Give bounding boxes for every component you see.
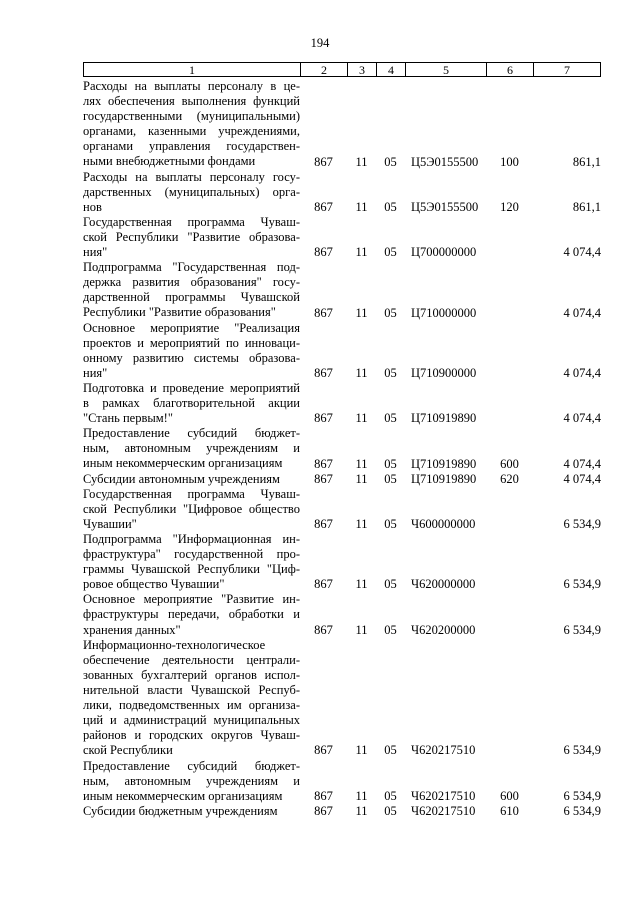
table-row [0, 426, 640, 471]
amount: 4 074,4 [563, 471, 601, 486]
ministry-code: 867 [314, 577, 333, 592]
expense-type-code: 610 [500, 803, 519, 818]
ministry-code: 867 [314, 245, 333, 260]
amount: 6 534,9 [563, 622, 601, 637]
description-line: лях обеспечения выполнения функций [83, 94, 300, 109]
amount: 4 074,4 [563, 305, 601, 320]
amount: 6 534,9 [563, 803, 601, 818]
row-description [83, 381, 300, 426]
row-description [83, 532, 300, 592]
ministry-code: 867 [314, 365, 333, 380]
section-code: 11 [355, 788, 368, 803]
row-description [83, 79, 300, 170]
table-row [0, 804, 640, 819]
section-code: 11 [355, 154, 368, 169]
description-line: ным, автономным учреждениям и [83, 441, 300, 456]
header-col-ministry: 2 [300, 62, 347, 77]
amount: 4 074,4 [563, 365, 601, 380]
section-code: 11 [355, 199, 368, 214]
ministry-code: 867 [314, 154, 333, 169]
expense-type-code: 120 [500, 199, 519, 214]
section-code: 11 [355, 456, 368, 471]
row-description [83, 472, 300, 487]
row-description [83, 759, 300, 804]
expense-type-code: 600 [500, 788, 519, 803]
table-row [0, 170, 640, 215]
amount: 6 534,9 [563, 743, 601, 758]
description-line: Подпрограмма "Информационная ин- [83, 532, 300, 546]
subsection-code: 05 [384, 577, 397, 592]
subsection-code: 05 [384, 154, 397, 169]
section-code: 11 [355, 411, 368, 426]
row-description [83, 321, 300, 381]
table-row [0, 321, 640, 381]
ministry-code: 867 [314, 305, 333, 320]
ministry-code: 867 [314, 788, 333, 803]
description-line: органами, казенными учреждениями, [83, 124, 300, 139]
description-line: ской Республики "Развитие образова- [83, 229, 300, 244]
table-row [0, 487, 640, 532]
expense-type-code: 620 [500, 471, 519, 486]
target-code: Ч600000000 [411, 516, 476, 531]
subsection-code: 05 [384, 516, 397, 531]
description-line: дарственных (муниципальных) орга- [83, 184, 300, 199]
header-col-expense: 6 [486, 62, 533, 77]
target-code: Ц710919890 [411, 411, 477, 426]
expense-type-code: 100 [500, 154, 519, 169]
target-code: Ц710000000 [411, 305, 477, 320]
table-row [0, 260, 640, 320]
ministry-code: 867 [314, 199, 333, 214]
amount: 4 074,4 [563, 411, 601, 426]
description-line: граммы Чувашской Республики "Циф- [83, 562, 300, 577]
row-description [83, 638, 300, 759]
description-line: иным некоммерческим организациям [83, 788, 283, 803]
description-line: органами управления государствен- [83, 139, 300, 154]
amount: 861,1 [572, 199, 601, 214]
amount: 6 534,9 [563, 577, 601, 592]
description-line: Расходы на выплаты персоналу в це- [83, 79, 300, 93]
ministry-code: 867 [314, 456, 333, 471]
description-line: проектов и мероприятий по инноваци- [83, 335, 300, 350]
subsection-code: 05 [384, 456, 397, 471]
header-col-section: 3 [347, 62, 376, 77]
table-row [0, 472, 640, 487]
description-line: ным, автономным учреждениям и [83, 773, 300, 788]
description-line: обеспечение деятельности централи- [83, 652, 300, 667]
description-line: лики, подведомственных им организа- [83, 698, 300, 713]
ministry-code: 867 [314, 516, 333, 531]
target-code: Ч620217510 [411, 743, 476, 758]
row-description [83, 215, 300, 260]
table-row [0, 759, 640, 804]
table-row [0, 638, 640, 759]
row-description [83, 426, 300, 471]
subsection-code: 05 [384, 743, 397, 758]
description-line: ской Республики "Цифровое общество [83, 501, 300, 516]
table-row [0, 215, 640, 260]
description-line: хранения данных" [83, 622, 181, 637]
ministry-code: 867 [314, 622, 333, 637]
amount: 6 534,9 [563, 516, 601, 531]
row-description [83, 170, 300, 215]
section-code: 11 [355, 365, 368, 380]
description-line: зованных бухгалтерий органов испол- [83, 667, 300, 682]
section-code: 11 [355, 577, 368, 592]
description-line: Основное мероприятие "Реализация [83, 320, 300, 335]
row-description [83, 260, 300, 320]
ministry-code: 867 [314, 803, 333, 818]
description-line: дарственной программы Чувашской [83, 290, 300, 305]
target-code: Ц700000000 [411, 245, 477, 260]
target-code: Ч620217510 [411, 803, 476, 818]
ministry-code: 867 [314, 411, 333, 426]
description-line: Подпрограмма "Государственная под- [83, 260, 300, 275]
description-line: Предоставление субсидий бюджет- [83, 758, 300, 773]
description-line: ными внебюджетными фондами [83, 154, 256, 169]
description-line: районов и городских округов Чуваш- [83, 728, 300, 743]
ministry-code: 867 [314, 471, 333, 486]
description-line: ния" [83, 365, 108, 380]
section-code: 11 [355, 471, 368, 486]
table-row [0, 532, 640, 592]
subsection-code: 05 [384, 305, 397, 320]
row-description [83, 804, 300, 819]
description-line: ния" [83, 245, 108, 260]
header-col-target: 5 [405, 62, 486, 77]
description-line: Предоставление субсидий бюджет- [83, 426, 300, 441]
target-code: Ц710919890 [411, 456, 477, 471]
header-col-subsection: 4 [376, 62, 405, 77]
description-line: Республики "Развитие образования" [83, 305, 276, 320]
section-code: 11 [355, 622, 368, 637]
subsection-code: 05 [384, 803, 397, 818]
description-line: держка развития образования" госу- [83, 275, 300, 290]
description-line: Государственная программа Чуваш- [83, 486, 300, 501]
description-line: ровое общество Чувашии" [83, 577, 225, 592]
description-line: Субсидии бюджетным учреждениям [83, 803, 278, 818]
header-col-amount: 7 [533, 62, 601, 77]
target-code: Ц5Э0155500 [411, 199, 479, 214]
description-line: нов [83, 199, 102, 214]
description-line: ской Республики [83, 743, 173, 758]
section-code: 11 [355, 305, 368, 320]
table-row [0, 79, 640, 170]
description-line: Основное мероприятие "Развитие ин- [83, 592, 300, 607]
description-line: фраструктура" государственной про- [83, 547, 300, 562]
description-line: Подготовка и проведение мероприятий [83, 381, 300, 395]
subsection-code: 05 [384, 365, 397, 380]
description-line: Расходы на выплаты персоналу госу- [83, 169, 300, 184]
amount: 4 074,4 [563, 456, 601, 471]
table-row [0, 592, 640, 637]
description-line: иным некоммерческим организациям [83, 456, 283, 471]
header-col-description: 1 [83, 62, 300, 77]
description-line: ций и администраций муниципальных [83, 713, 300, 728]
row-description [83, 487, 300, 532]
subsection-code: 05 [384, 199, 397, 214]
target-code: Ц5Э0155500 [411, 154, 479, 169]
description-line: Информационно-технологическое [83, 637, 266, 652]
description-line: Государственная программа Чуваш- [83, 214, 300, 229]
amount: 6 534,9 [563, 788, 601, 803]
target-code: Ц710919890 [411, 471, 477, 486]
amount: 4 074,4 [563, 245, 601, 260]
section-code: 11 [355, 803, 368, 818]
target-code: Ц710900000 [411, 365, 477, 380]
ministry-code: 867 [314, 743, 333, 758]
row-description [83, 592, 300, 637]
section-code: 11 [355, 743, 368, 758]
subsection-code: 05 [384, 411, 397, 426]
description-line: фраструктуры передачи, обработки и [83, 607, 300, 622]
target-code: Ч620217510 [411, 788, 476, 803]
section-code: 11 [355, 245, 368, 260]
target-code: Ч620200000 [411, 622, 476, 637]
amount: 861,1 [572, 154, 601, 169]
page-number: 194 [310, 36, 330, 50]
subsection-code: 05 [384, 788, 397, 803]
subsection-code: 05 [384, 622, 397, 637]
description-line: Чувашии" [83, 516, 137, 531]
subsection-code: 05 [384, 471, 397, 486]
table-row [0, 381, 640, 426]
expense-type-code: 600 [500, 456, 519, 471]
description-line: государственными (муниципальными) [83, 109, 300, 124]
subsection-code: 05 [384, 245, 397, 260]
description-line: "Стань первым!" [83, 411, 173, 426]
target-code: Ч620000000 [411, 577, 476, 592]
description-line: в рамках благотворительной акции [83, 396, 300, 411]
description-line: онному развитию системы образова- [83, 350, 300, 365]
description-line: нительной власти Чувашской Респуб- [83, 682, 300, 697]
section-code: 11 [355, 516, 368, 531]
description-line: Субсидии автономным учреждениям [83, 471, 280, 486]
